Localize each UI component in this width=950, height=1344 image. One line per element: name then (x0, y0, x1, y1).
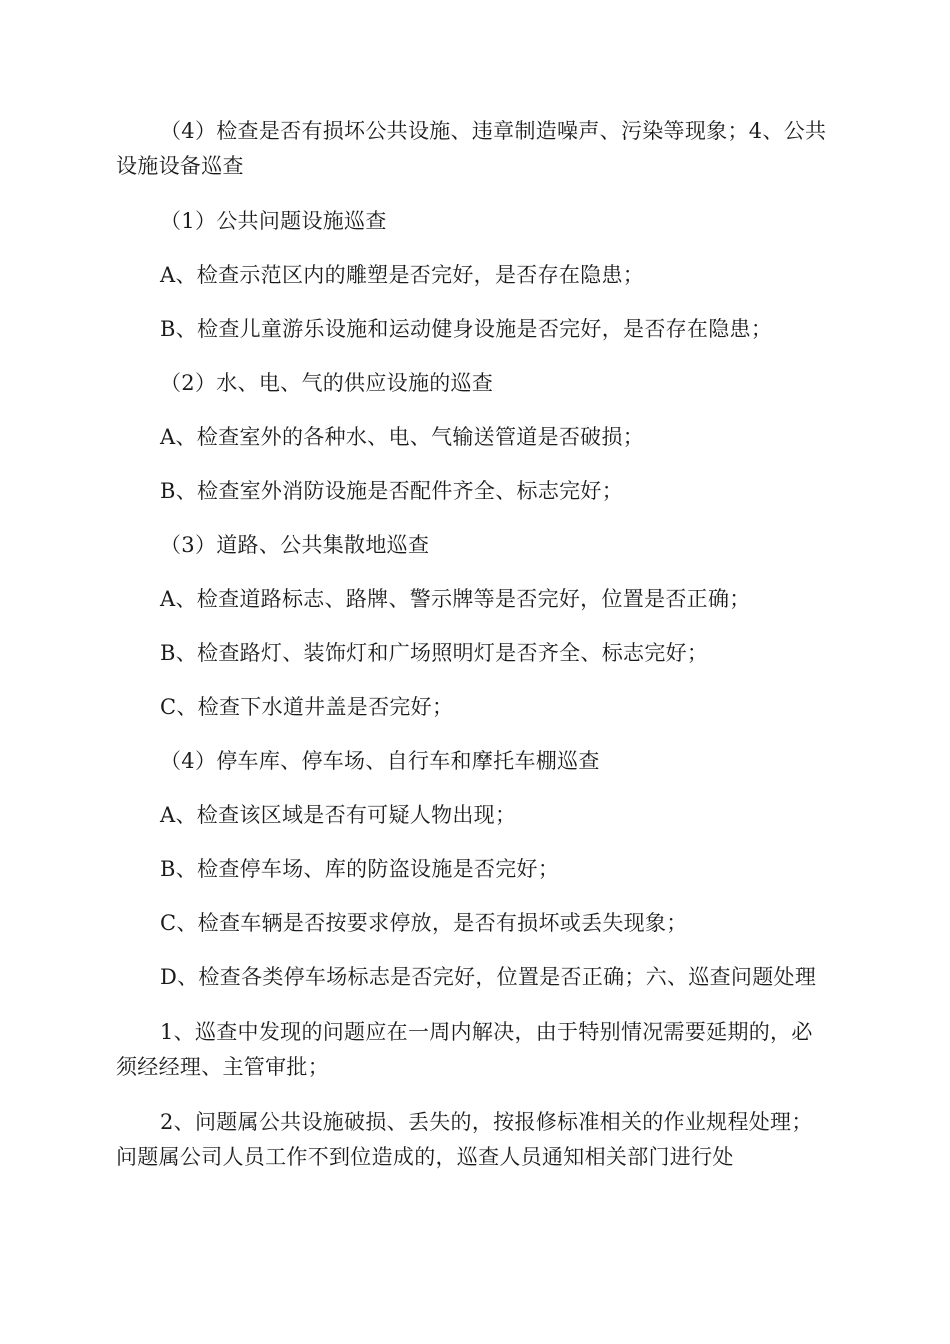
paragraph-playground-check: B、检查儿童游乐设施和运动健身设施是否完好，是否存在隐患； (160, 317, 773, 341)
paragraph-public-facility-heading: （1）公共问题设施巡查 (160, 209, 387, 233)
paragraph-inspect-damage: （4）检查是否有损坏公共设施、违章制造噪声、污染等现象；4、公共设施设备巡查 (116, 119, 827, 178)
paragraph-parking-signs-check: D、检查各类停车场标志是否完好，位置是否正确；六、巡查问题处理 (160, 965, 817, 989)
paragraph-suspicious-person-check: A、检查该区域是否有可疑人物出现； (160, 803, 517, 827)
paragraph-sculpture-check: A、检查示范区内的雕塑是否完好，是否存在隐患； (160, 263, 645, 287)
paragraph-manhole-check: C、检查下水道井盖是否完好； (160, 695, 454, 719)
paragraph-anti-theft-check: B、检查停车场、库的防盗设施是否完好； (160, 857, 560, 881)
paragraph-utilities-heading: （2）水、电、气的供应设施的巡查 (160, 371, 494, 395)
paragraph-road-signs-check: A、检查道路标志、路牌、警示牌等是否完好，位置是否正确； (160, 587, 751, 611)
document-body (116, 114, 832, 1175)
paragraph-damage-handling-rule: 2、问题属公共设施破损、丢失的，按报修标准相关的作业规程处理；问题属公司人员工作不到位造成的，巡查人员通知相关部门进行处 (116, 1110, 813, 1169)
paragraph-roads-heading: （3）道路、公共集散地巡查 (160, 533, 430, 557)
paragraph-parking-heading: （4）停车库、停车场、自行车和摩托车棚巡查 (160, 749, 600, 773)
paragraph-lights-check: B、检查路灯、装饰灯和广场照明灯是否齐全、标志完好； (160, 641, 709, 665)
paragraph-fire-facility-check: B、检查室外消防设施是否配件齐全、标志完好； (160, 479, 624, 503)
paragraph-vehicle-parking-check: C、检查车辆是否按要求停放，是否有损坏或丢失现象； (160, 911, 688, 935)
paragraph-pipeline-check: A、检查室外的各种水、电、气输送管道是否破损； (160, 425, 645, 449)
paragraph-issue-resolution-rule: 1、巡查中发现的问题应在一周内解决，由于特别情况需要延期的，必须经经理、主管审批； (116, 1020, 813, 1079)
